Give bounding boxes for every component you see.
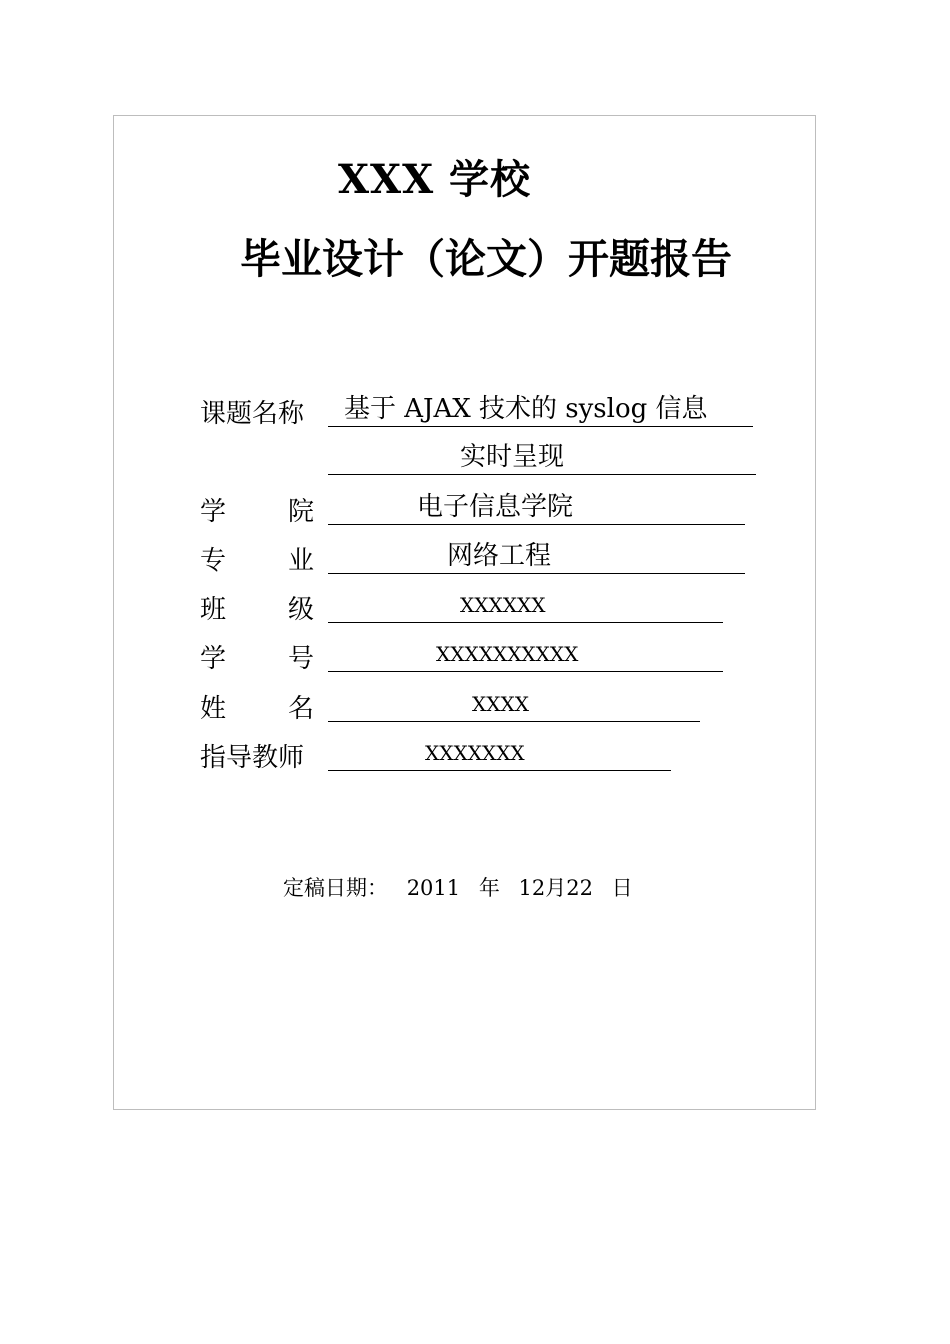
student-id-value: XXXXXXXXXX: [436, 642, 579, 666]
topic-value-text-1: 基于 AJAX 技术的 syslog 信息: [344, 394, 708, 424]
college-label-char-2: 院: [287, 497, 314, 527]
name-label-char-1: 姓: [200, 694, 227, 724]
topic-value-text-2: 实时呈现: [460, 442, 565, 472]
college-value-line: [328, 491, 745, 525]
name-value: XXXX: [472, 692, 529, 716]
date-label: 定稿日期：: [283, 876, 388, 900]
date-year: 2011: [406, 876, 461, 900]
class-label: [200, 589, 314, 626]
date-day-unit: 日: [611, 876, 633, 900]
report-title: 毕业设计（论文）开题报告: [240, 235, 732, 283]
student-id-label-char-1: 学: [200, 644, 227, 674]
major-value: 网络工程: [447, 541, 552, 571]
topic-value-line1: [328, 393, 753, 427]
name-label: [200, 688, 314, 725]
major-label-char-1: 专: [200, 546, 227, 576]
major-label-char-2: 业: [287, 546, 314, 576]
class-value: XXXXXX: [460, 593, 546, 617]
topic-label: 课题名称: [200, 399, 305, 429]
class-label-char-2: 级: [287, 595, 314, 625]
date-day: 22: [566, 876, 593, 900]
college-value: 电子信息学院: [417, 492, 574, 522]
finalized-date: [283, 872, 633, 902]
college-label-char-1: 学: [200, 497, 227, 527]
student-id-label-char-2: 号: [287, 644, 314, 674]
advisor-value-line: [328, 737, 671, 771]
school-title: XXX 学校: [338, 156, 532, 203]
student-id-value-line: [328, 638, 723, 672]
date-month-unit: 月: [545, 876, 567, 900]
class-value-line: [328, 589, 723, 623]
date-month: 12: [518, 876, 546, 900]
name-label-char-2: 名: [287, 694, 314, 724]
class-label-char-1: 班: [200, 595, 227, 625]
student-id-label: [200, 638, 314, 675]
advisor-value: XXXXXXX: [425, 741, 525, 765]
major-label: [200, 540, 314, 577]
college-label: [200, 491, 314, 528]
name-value-line: [328, 688, 700, 722]
date-year-unit: 年: [478, 876, 500, 900]
topic-value-line2: [328, 441, 756, 475]
major-value-line: [328, 540, 745, 574]
advisor-label: 指导教师: [200, 743, 305, 773]
